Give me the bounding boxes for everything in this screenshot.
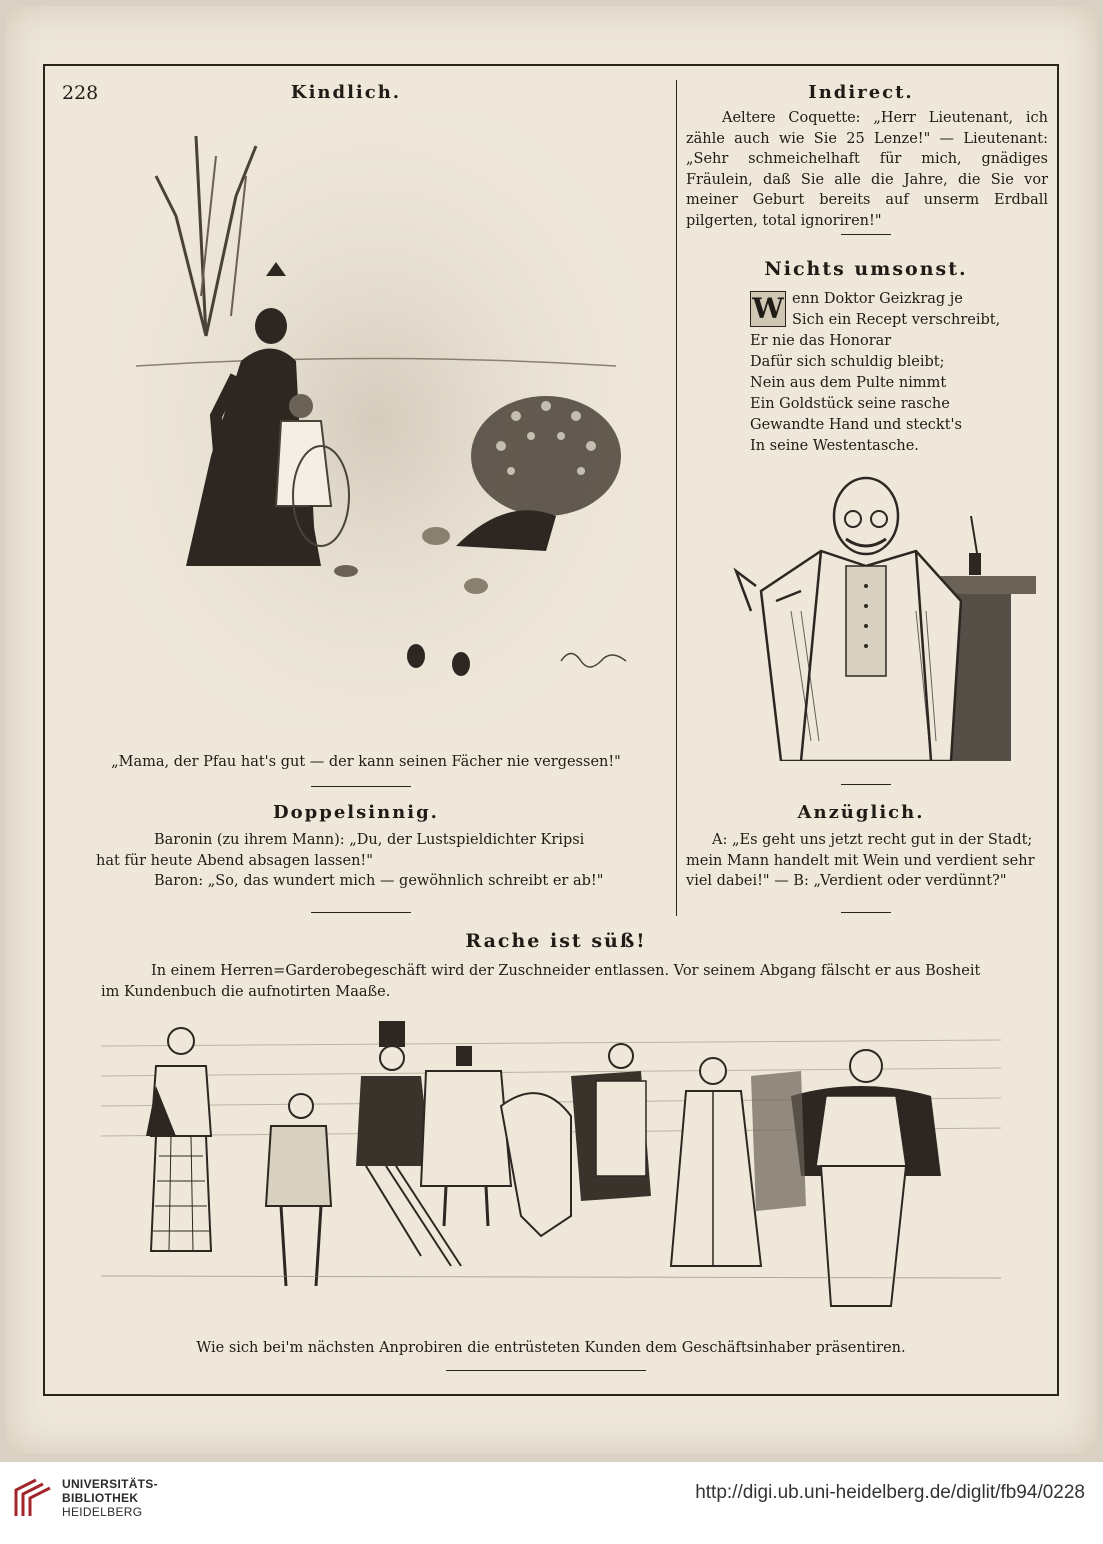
library-name — [62, 1477, 158, 1519]
poem-line: Gewandte Hand und steckt's — [750, 417, 962, 433]
university-logo-icon — [12, 1476, 52, 1520]
separator-rule — [841, 784, 891, 785]
text-indirect — [686, 108, 1048, 231]
poem-nichts-umsonst — [750, 289, 1010, 457]
doppel-line: hat für heute Abend absagen lassen!" — [96, 852, 373, 869]
caption-rache: Wie sich bei'm nächsten Anprobiren die entrüsteten Kunden dem Geschäftsinhaber präsentiren. — [196, 1340, 906, 1356]
paragraph-indirect: Aeltere Coquette: „Herr Lieutenant, ich zähle auch wie Sie 25 Lenze!" — Lieutenant: „Sehr schmeichelhaft für mich, gnädiges Fräulein, daß Sie alle die Jahre, die Sie vor meiner Geburt bereits auf unserm Erdball pilgerten, total ignoriren!" — [686, 110, 1048, 229]
poem-line: In seine Westentasche. — [750, 438, 919, 454]
separator-rule — [841, 912, 891, 913]
page-number: 228 — [62, 82, 99, 104]
separator-rule — [311, 786, 411, 787]
heading-nichts-umsonst: Nichts umsonst. — [764, 258, 968, 280]
anz-line: viel dabei!" — B: „Verdient oder verdünnt?" — [686, 873, 1007, 889]
caption-kindlich: „Mama, der Pfau hat's gut — der kann seinen Fächer nie vergessen!" — [111, 754, 621, 770]
illustration-tailor-customers — [101, 1016, 1001, 1316]
poem-line: Nein aus dem Pulte nimmt — [750, 375, 947, 391]
dropcap-letter: W — [750, 291, 786, 327]
library-name-line: UNIVERSITÄTS- — [62, 1477, 158, 1491]
poem-line: enn Doktor Geizkrag je — [792, 291, 963, 307]
library-footer — [0, 1462, 1103, 1544]
library-name-line: HEIDELBERG — [62, 1505, 143, 1519]
column-divider — [676, 80, 677, 916]
scanned-page — [6, 6, 1097, 1454]
heading-anzueglich: Anzüglich. — [797, 802, 925, 823]
source-url[interactable]: http://digi.ub.uni-heidelberg.de/diglit/fb94/0228 — [695, 1482, 1085, 1503]
rache-line: In einem Herren=Garderobegeschäft wird der Zuschneider entlassen. Vor seinem Abgang fälscht er aus Bosheit — [151, 963, 981, 979]
heading-indirect: Indirect. — [808, 82, 914, 103]
rache-line: im Kundenbuch die aufnotirten Maaße. — [101, 983, 391, 1000]
heading-kindlich: Kindlich. — [290, 82, 402, 103]
doppel-line: Baron: „So, das wundert mich — gewöhnlich schreibt er ab!" — [154, 873, 604, 889]
doppel-line: Baronin (zu ihrem Mann): „Du, der Lustspieldichter Kripsi — [154, 832, 585, 848]
heading-rache-ist-suess: Rache ist süß! — [465, 930, 647, 952]
heading-doppelsinnig: Doppelsinnig. — [273, 802, 439, 823]
separator-rule — [446, 1370, 646, 1371]
illustration-mother-child-peacock — [116, 116, 636, 726]
poem-line: Dafür sich schuldig bleibt; — [750, 354, 945, 370]
illustration-doctor — [701, 471, 1041, 761]
separator-rule — [841, 234, 891, 235]
text-rache — [101, 961, 1031, 1002]
library-name-line: BIBLIOTHEK — [62, 1491, 139, 1505]
poem-line: Ein Goldstück seine rasche — [750, 396, 950, 412]
separator-rule — [311, 912, 411, 913]
text-anzueglich — [686, 830, 1048, 892]
poem-line: Er nie das Honorar — [750, 333, 892, 349]
text-doppelsinnig — [96, 830, 626, 892]
anz-line: mein Mann handelt mit Wein und verdient sehr — [686, 852, 1035, 869]
poem-line: Sich ein Recept verschreibt, — [792, 312, 1001, 328]
anz-line: A: „Es geht uns jetzt recht gut in der Stadt; — [712, 832, 1033, 848]
